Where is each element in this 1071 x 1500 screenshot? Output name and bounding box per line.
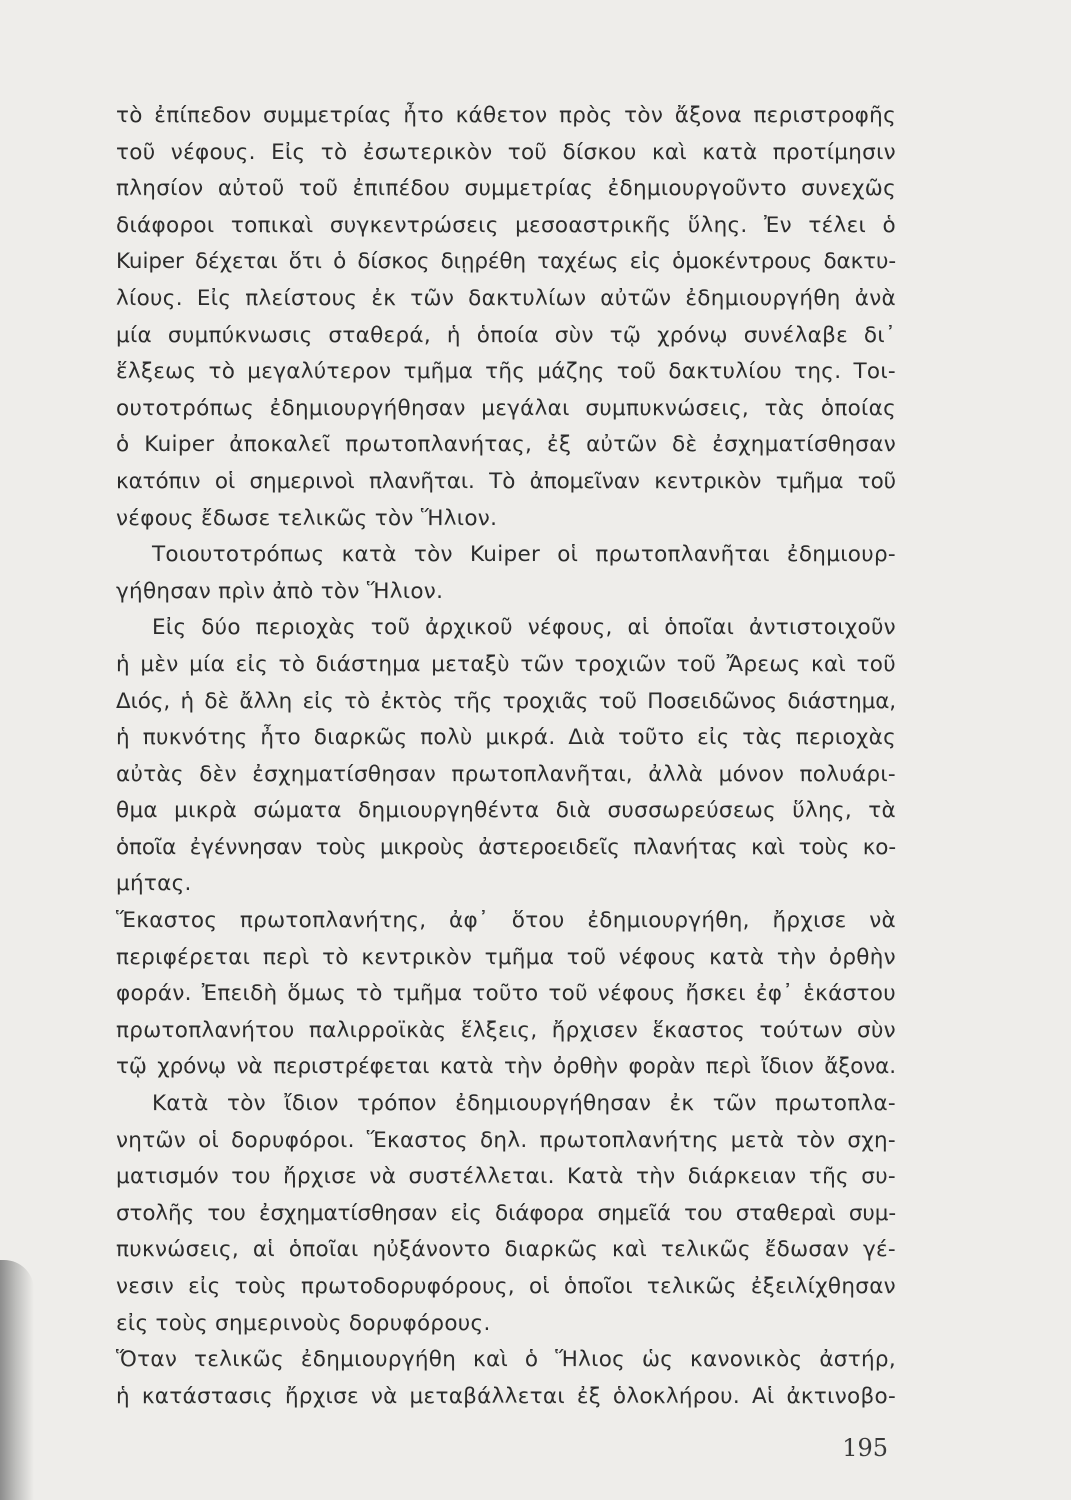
- text-line: ἡ μὲν μία εἰς τὸ διάστημα μεταξὺ τῶν τροχιῶν τοῦ Ἄρεως καὶ τοῦ: [116, 651, 896, 677]
- text-line: Ἕκαστος πρωτοπλανήτης, ἀφ᾽ ὅτου ἐδημιουργήθη, ἤρχισε νὰ: [116, 908, 896, 934]
- text-line: Kuiper δέχεται ὅτι ὁ δίσκος διῃρέθη ταχέως εἰς ὁμοκέντρους δακτυ-: [116, 249, 896, 275]
- text-line: αὐτὰς δὲν ἐσχηματίσθησαν πρωτοπλανῆται, ἀλλὰ μόνον πολυάρι-: [116, 761, 896, 787]
- text-line: γήθησαν πρὶν ἀπὸ τὸν Ἥλιον.: [116, 578, 444, 604]
- text-line: φοράν. Ἐπειδὴ ὅμως τὸ τμῆμα τοῦτο τοῦ νέφους ἤσκει ἐφ᾽ ἑκάστου: [116, 981, 896, 1007]
- text-line: νέφους ἔδωσε τελικῶς τὸν Ἥλιον.: [116, 505, 498, 531]
- text-line: στολῆς του ἐσχηματίσθησαν εἰς διάφορα σημεῖά του σταθεραὶ συμ-: [116, 1200, 896, 1226]
- text-line: τοῦ νέφους. Εἰς τὸ ἐσωτερικὸν τοῦ δίσκου καὶ κατὰ προτίμησιν: [116, 139, 896, 165]
- text-line: Τοιουτοτρόπως κατὰ τὸν Kuiper οἱ πρωτοπλανῆται ἐδημιουρ-: [152, 542, 896, 568]
- text-line: νητῶν οἱ δορυφόροι. Ἕκαστος δηλ. πρωτοπλανήτης μετὰ τὸν σχη-: [116, 1127, 896, 1153]
- text-line: Ὅταν τελικῶς ἐδημιουργήθη καὶ ὁ Ἥλιος ὡς κανονικὸς ἀστήρ,: [116, 1347, 896, 1373]
- text-line: εἰς τοὺς σημερινοὺς δορυφόρους.: [116, 1310, 491, 1336]
- text-line: ὁποῖα ἐγέννησαν τοὺς μικροὺς ἀστεροειδεῖς πλανήτας καὶ τοὺς κο-: [116, 834, 896, 860]
- page-number: 195: [842, 1434, 888, 1462]
- text-line: ουτοτρόπως ἐδημιουργήθησαν μεγάλαι συμπυκνώσεις, τὰς ὁποίας: [116, 395, 896, 421]
- text-line: Εἰς δύο περιοχὰς τοῦ ἀρχικοῦ νέφους, αἱ ὁποῖαι ἀντιστοιχοῦν: [152, 615, 896, 641]
- text-line: ματισμόν του ἤρχισε νὰ συστέλλεται. Κατὰ τὴν διάρκειαν τῆς συ-: [116, 1164, 896, 1190]
- text-line: ἕλξεως τὸ μεγαλύτερον τμῆμα τῆς μάζης τοῦ δακτυλίου της. Τοι-: [116, 359, 896, 385]
- text-line: Διός, ἡ δὲ ἄλλη εἰς τὸ ἐκτὸς τῆς τροχιᾶς τοῦ Ποσειδῶνος διάστημα,: [116, 688, 896, 714]
- text-line: πλησίον αὐτοῦ τοῦ ἐπιπέδου συμμετρίας ἐδημιουργοῦντο συνεχῶς: [116, 176, 896, 202]
- text-line: ἡ πυκνότης ἦτο διαρκῶς πολὺ μικρά. Διὰ τοῦτο εἰς τὰς περιοχὰς: [116, 725, 896, 751]
- text-line: νεσιν εἰς τοὺς πρωτοδορυφόρους, οἱ ὁποῖοι τελικῶς ἐξειλίχθησαν: [116, 1274, 896, 1299]
- text-line: ἡ κατάστασις ἤρχισε νὰ μεταβάλλεται ἐξ ὁλοκλήρου. Αἱ ἀκτινοβο-: [116, 1383, 896, 1409]
- text-line: τῷ χρόνῳ νὰ περιστρέφεται κατὰ τὴν ὀρθὴν φορὰν περὶ ἴδιον ἄξονα.: [116, 1054, 896, 1080]
- binding-shadow: [0, 1260, 34, 1500]
- text-line: μία συμπύκνωσις σταθερά, ἡ ὁποία σὺν τῷ χρόνῳ συνέλαβε δι᾽: [116, 322, 896, 348]
- text-line: λίους. Εἰς πλείστους ἐκ τῶν δακτυλίων αὐτῶν ἐδημιουργήθη ἀνὰ: [116, 285, 896, 311]
- text-line: Κατὰ τὸν ἴδιον τρόπον ἐδημιουργήθησαν ἐκ τῶν πρωτοπλα-: [152, 1091, 896, 1117]
- body-text: [116, 98, 896, 1415]
- text-line: τὸ ἐπίπεδον συμμετρίας ἦτο κάθετον πρὸς τὸν ἄξονα περιστροφῆς: [116, 103, 896, 128]
- text-line: ὁ Kuiper ἀποκαλεῖ πρωτοπλανήτας, ἐξ αὐτῶν δὲ ἐσχηματίσθησαν: [116, 432, 896, 458]
- text-line: περιφέρεται περὶ τὸ κεντρικὸν τμῆμα τοῦ νέφους κατὰ τὴν ὀρθὴν: [116, 944, 896, 970]
- text-line: πρωτοπλανήτου παλιρροϊκὰς ἕλξεις, ἤρχισεν ἕκαστος τούτων σὺν: [116, 1017, 896, 1043]
- text-line: πυκνώσεις, αἱ ὁποῖαι ηὐξάνοντο διαρκῶς καὶ τελικῶς ἔδωσαν γέ-: [116, 1237, 896, 1263]
- text-line: μήτας.: [116, 871, 192, 897]
- text-line: διάφοροι τοπικαὶ συγκεντρώσεις μεσοαστρικῆς ὕλης. Ἐν τέλει ὁ: [116, 212, 896, 238]
- text-line: θμα μικρὰ σώματα δημιουργηθέντα διὰ συσσωρεύσεως ὕλης, τὰ: [116, 798, 896, 824]
- text-line: κατόπιν οἱ σημερινοὶ πλανῆται. Τὸ ἀπομεῖναν κεντρικὸν τμῆμα τοῦ: [116, 468, 896, 494]
